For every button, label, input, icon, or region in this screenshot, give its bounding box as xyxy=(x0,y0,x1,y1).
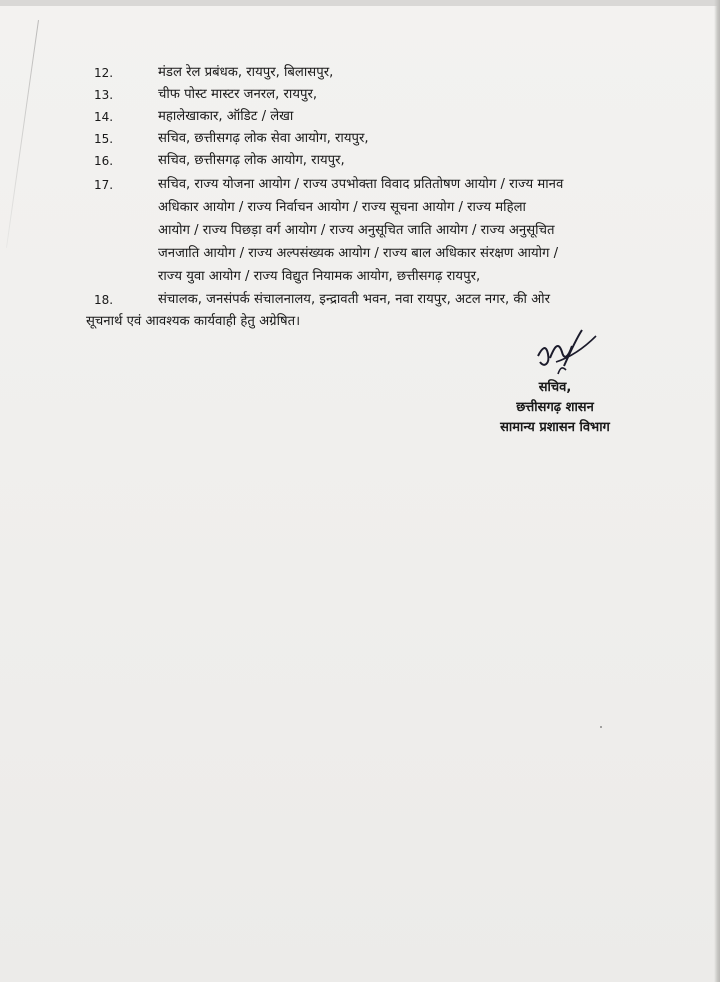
item-17-line-4: जनजाति आयोग / राज्य अल्पसंख्यक आयोग / राज्य बाल अधिकार संरक्षण आयोग / xyxy=(158,246,559,261)
item-number: 17. xyxy=(94,178,114,192)
item-number: 12. xyxy=(94,66,114,80)
item-17-line-2: अधिकार आयोग / राज्य निर्वाचन आयोग / राज्य सूचना आयोग / राज्य महिला xyxy=(158,200,526,215)
scan-right-edge xyxy=(714,0,720,982)
item-17-line-3: आयोग / राज्य पिछड़ा वर्ग आयोग / राज्य अनुसूचित जाति आयोग / राज्य अनुसूचित xyxy=(158,223,555,238)
item-17-line-1: सचिव, राज्य योजना आयोग / राज्य उपभोक्ता विवाद प्रतितोषण आयोग / राज्य मानव xyxy=(158,177,564,192)
item-17-line-5: राज्य युवा आयोग / राज्य विद्युत नियामक आयोग, छत्तीसगढ़ रायपुर, xyxy=(158,269,481,284)
item-number: 18. xyxy=(94,293,114,307)
item-text: सचिव, छत्तीसगढ़ लोक सेवा आयोग, रायपुर, xyxy=(158,131,369,146)
signatory-block xyxy=(470,378,640,438)
item-text: चीफ पोस्ट मास्टर जनरल, रायपुर, xyxy=(158,87,318,102)
signatory-government: छत्तीसगढ़ शासन xyxy=(516,400,594,415)
item-number: 13. xyxy=(94,88,114,102)
item-text: महालेखाकार, ऑडिट / लेखा xyxy=(158,109,294,124)
item-18-line-2: सूचनार्थ एवं आवश्यक कार्यवाही हेतु अग्रेषित। xyxy=(86,314,301,329)
item-18-line-1: संचालक, जनसंपर्क संचालनालय, इन्द्रावती भवन, नवा रायपुर, अटल नगर, की ओर xyxy=(158,292,551,307)
item-number: 15. xyxy=(94,132,114,146)
item-number: 14. xyxy=(94,110,114,124)
paper-fold-line xyxy=(6,20,39,248)
item-number: 16. xyxy=(94,154,114,168)
item-text: मंडल रेल प्रबंधक, रायपुर, बिलासपुर, xyxy=(158,65,334,80)
scan-top-band xyxy=(0,0,720,6)
scan-speck xyxy=(600,726,602,728)
signatory-designation: सचिव, xyxy=(538,380,572,395)
item-text: सचिव, छत्तीसगढ़ लोक आयोग, रायपुर, xyxy=(158,153,345,168)
signatory-department: सामान्य प्रशासन विभाग xyxy=(500,420,610,435)
